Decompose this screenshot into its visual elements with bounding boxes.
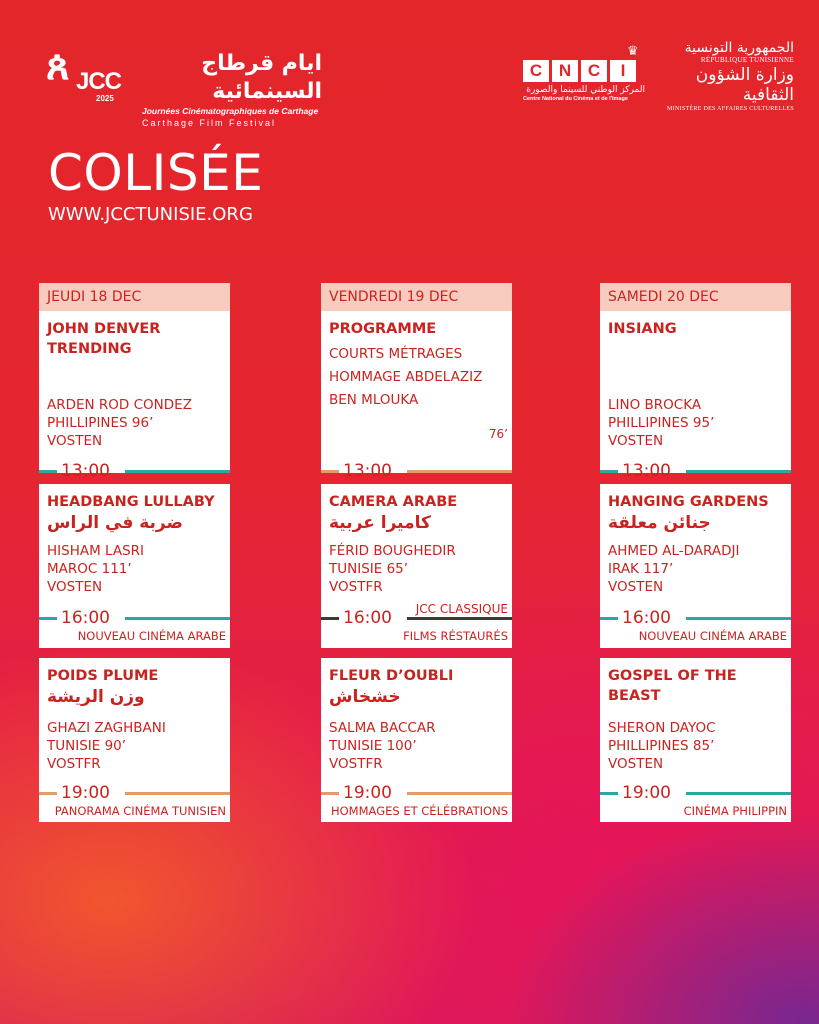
film-subtitles: VOSTEN (608, 756, 664, 772)
time-bar-right (125, 792, 230, 795)
jcc-year: 2025 (96, 94, 114, 103)
time-bar-right (407, 617, 512, 620)
day-column (39, 283, 230, 818)
film-country-duration: MAROC 111’ (47, 561, 132, 577)
cnci-logo (523, 44, 645, 106)
program-line: COURTS MÉTRAGES (329, 346, 463, 362)
section-label: FILMS RÉSTAURÉS (403, 629, 508, 643)
film-title: POIDS PLUME (47, 668, 159, 684)
time-bar-left (600, 792, 618, 795)
time-bar-left (321, 470, 339, 473)
day-header: VENDREDI 19 DEC (321, 283, 512, 311)
time-bar-right (407, 470, 512, 473)
day-header: SAMEDI 20 DEC (600, 283, 791, 311)
time-bar-left (39, 470, 57, 473)
republic-name-ar: الجمهورية التونسية (684, 40, 794, 56)
film-title: GOSPEL OF THE BEAST (608, 668, 737, 704)
time-bar-left (600, 617, 618, 620)
screening-card[interactable] (321, 658, 512, 822)
time-bar-right (125, 470, 230, 473)
film-director: AHMED AL-DARADJI (608, 543, 740, 559)
ministry-name-fr: MINISTÈRE DES AFFAIRES CULTURELLES (666, 106, 794, 112)
film-country-duration: PHILLIPINES 96’ (47, 415, 154, 431)
header (0, 0, 819, 128)
section-label: PANORAMA CINÉMA TUNISIEN (54, 804, 226, 818)
time-bar-right (125, 617, 230, 620)
film-director: ARDEN ROD CONDEZ (47, 397, 192, 413)
film-director: GHAZI ZAGHBANI (47, 720, 166, 736)
classic-label: JCC CLASSIQUE (415, 602, 508, 616)
film-director: HISHAM LASRI (47, 543, 145, 559)
time-label: 19:00 (622, 783, 671, 803)
festival-name-ar: ايام قرطاج السينمائية (201, 51, 322, 104)
film-director: LINO BROCKA (608, 397, 702, 413)
time-label: 13:00 (622, 461, 671, 481)
film-subtitles: VOSTFR (329, 579, 383, 595)
ministry-name-ar: وزارة الشؤون الثقافية (695, 65, 794, 105)
time-label: 13:00 (61, 461, 110, 481)
program-line: BEN MLOUKA (329, 392, 419, 408)
screening-time (39, 607, 230, 629)
section-label: CINÉMA PHILIPPIN (683, 804, 787, 818)
time-bar-left (321, 792, 339, 795)
cnci-name-ar: المركز الوطني للسينما والصورة (526, 85, 645, 95)
film-country-duration: TUNISIE 90’ (47, 738, 127, 754)
screening-time (321, 460, 512, 482)
cnci-name-fr: Centre National du Cinéma et de l'Image (523, 96, 628, 102)
film-subtitles: VOSTEN (608, 433, 664, 449)
jcc-logo-text: JCC (76, 68, 122, 95)
time-label: 13:00 (343, 461, 392, 481)
screening-time (600, 782, 791, 804)
film-country-duration: TUNISIE 65’ (329, 561, 409, 577)
ministry-logo (666, 40, 794, 112)
film-director: FÉRID BOUGHEDIR (329, 543, 456, 559)
time-label: 19:00 (61, 783, 110, 803)
film-title: HEADBANG LULLABY (47, 494, 215, 510)
cnci-letter: N (552, 60, 578, 82)
film-director: SALMA BACCAR (329, 720, 436, 736)
film-title-ar: كاميرا عربية (329, 513, 431, 533)
film-country-duration: PHILLIPINES 95’ (608, 415, 715, 431)
film-title-ar: جنائن معلقة (608, 513, 711, 533)
time-label: 16:00 (343, 608, 392, 628)
screening-time (321, 607, 512, 629)
section-label: NOUVEAU CINÉMA ARABE (638, 629, 787, 643)
jcc-logo (46, 43, 132, 104)
time-bar-right (686, 470, 791, 473)
film-title-ar: ضربة في الراس (47, 513, 183, 533)
film-title: PROGRAMME (329, 321, 437, 337)
film-subtitles: VOSTEN (47, 433, 103, 449)
film-subtitles: VOSTFR (47, 756, 101, 772)
time-bar-right (686, 617, 791, 620)
film-title: FLEUR D’OUBLI (329, 668, 454, 684)
time-label: 19:00 (343, 783, 392, 803)
time-bar-right (686, 792, 791, 795)
section-label: NOUVEAU CINÉMA ARABE (77, 629, 226, 643)
screening-time (39, 782, 230, 804)
film-title: JOHN DENVER TRENDING (47, 321, 161, 357)
screening-card[interactable] (39, 658, 230, 822)
festival-name-en: Carthage Film Festival (142, 118, 277, 128)
section-label: HOMMAGES ET CÉLÉBRATIONS (330, 804, 508, 818)
crown-icon: ♛ (627, 44, 639, 59)
venue-title: COLISÉE (48, 144, 264, 202)
film-director: SHERON DAYOC (608, 720, 716, 736)
film-country-duration: TUNISIE 100’ (329, 738, 417, 754)
screening-card[interactable] (600, 311, 791, 481)
festival-name-fr: Journées Cinématographiques de Carthage (142, 106, 319, 116)
festival-figure-icon: ጰ (46, 43, 70, 89)
program-line: HOMMAGE ABDELAZIZ (329, 369, 483, 385)
cnci-letter: C (581, 60, 607, 82)
screening-time (600, 460, 791, 482)
cnci-letter: I (610, 60, 636, 82)
day-column (600, 283, 791, 818)
film-title-ar: خشخاش (329, 687, 401, 707)
film-subtitles: VOSTEN (47, 579, 103, 595)
screening-card[interactable] (39, 311, 230, 481)
screening-card[interactable] (321, 484, 512, 648)
screening-card[interactable] (321, 311, 512, 481)
screening-card[interactable] (39, 484, 230, 648)
program-duration: 76’ (488, 427, 508, 441)
screening-card[interactable] (600, 658, 791, 822)
film-country-duration: PHILLIPINES 85’ (608, 738, 715, 754)
time-label: 16:00 (622, 608, 671, 628)
website-link[interactable]: WWW.JCCTUNISIE.ORG (48, 204, 253, 225)
film-subtitles: VOSTFR (329, 756, 383, 772)
festival-names (142, 50, 322, 129)
screening-time (600, 607, 791, 629)
screening-time (321, 782, 512, 804)
day-header: JEUDI 18 DEC (39, 283, 230, 311)
time-bar-left (39, 792, 57, 795)
time-bar-left (600, 470, 618, 473)
cnci-letter: C (523, 60, 549, 82)
time-bar-left (39, 617, 57, 620)
screening-time (39, 460, 230, 482)
film-title: CAMERA ARABE (329, 494, 458, 510)
film-title: HANGING GARDENS (608, 494, 769, 510)
film-country-duration: IRAK 117’ (608, 561, 674, 577)
film-subtitles: VOSTEN (608, 579, 664, 595)
film-title-ar: وزن الريشة (47, 687, 145, 707)
film-title: INSIANG (608, 321, 677, 337)
republic-name-fr: RÉPUBLIQUE TUNISIENNE (700, 56, 794, 64)
time-label: 16:00 (61, 608, 110, 628)
screening-card[interactable] (600, 484, 791, 648)
time-bar-left (321, 617, 339, 620)
time-bar-right (407, 792, 512, 795)
day-column (321, 283, 512, 818)
